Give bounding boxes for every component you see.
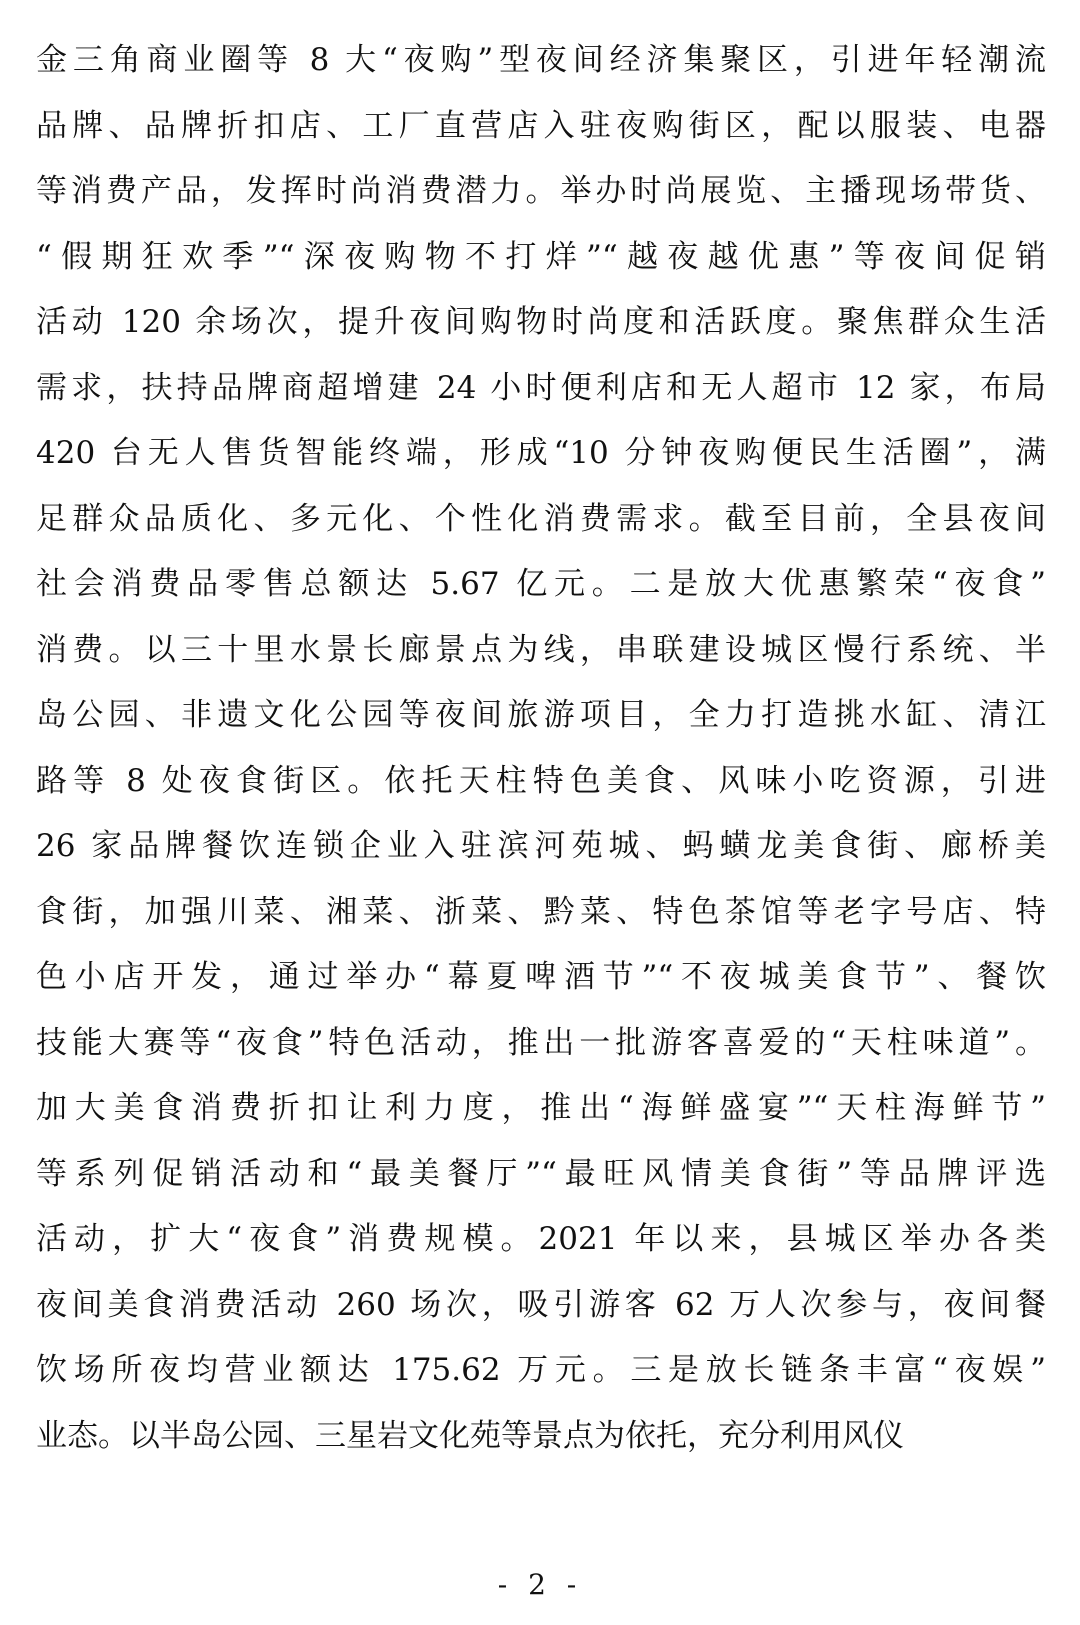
- text-line: 需求，扶持品牌商超增建 24 小时便利店和无人超市 12 家，布局: [36, 369, 1046, 406]
- text-line: 等系列促销活动和“最美餐厅”“最旺风情美食街”等品牌评选: [36, 1155, 1046, 1192]
- text-line: 420 台无人售货智能终端，形成“10 分钟夜购便民生活圈”，满: [36, 435, 1046, 471]
- text-line: 加大美食消费折扣让利力度，推出“海鲜盛宴”“天柱海鲜节”: [36, 1090, 1046, 1126]
- text-line: 路等 8 处夜食街区。依托天柱特色美食、风味小吃资源，引进: [36, 762, 1046, 799]
- text-line: 足群众品质化、多元化、个性化消费需求。截至目前，全县夜间: [36, 500, 1046, 537]
- text-line: 业态。以半岛公园、三星岩文化苑等景点为依托，充分利用风仪: [36, 1417, 904, 1454]
- body-text: [36, 28, 1046, 1469]
- text-line: 品牌、品牌折扣店、工厂直营店入驻夜购街区，配以服装、电器: [36, 107, 1046, 144]
- text-line: 色小店开发，通过举办“幕夏啤酒节”“不夜城美食节”、餐饮: [36, 959, 1046, 995]
- text-line: 活动 120 余场次，提升夜间购物时尚度和活跃度。聚焦群众生活: [36, 304, 1046, 340]
- text-line: 技能大赛等“夜食”特色活动，推出一批游客喜爱的“天柱味道”。: [36, 1024, 1046, 1061]
- text-line: 金三角商业圈等 8 大“夜购”型夜间经济集聚区，引进年轻潮流: [36, 42, 1046, 78]
- text-line: 等消费产品，发挥时尚消费潜力。举办时尚展览、主播现场带货、: [36, 173, 1046, 209]
- text-line: 饮场所夜均营业额达 175.62 万元。三是放长链条丰富“夜娱”: [36, 1352, 1046, 1388]
- text-line: 岛公园、非遗文化公园等夜间旅游项目，全力打造挑水缸、清江: [36, 697, 1046, 733]
- text-line: 活动，扩大“夜食”消费规模。2021 年以来，县城区举办各类: [36, 1221, 1046, 1257]
- text-line: 社会消费品零售总额达 5.67 亿元。二是放大优惠繁荣“夜食”: [36, 566, 1046, 602]
- text-line: 26 家品牌餐饮连锁企业入驻滨河苑城、蚂蟥龙美食街、廊桥美: [36, 828, 1046, 864]
- text-line: “假期狂欢季”“深夜购物不打烊”“越夜越优惠”等夜间促销: [36, 238, 1046, 275]
- text-line: 食街，加强川菜、湘菜、浙菜、黔菜、特色茶馆等老字号店、特: [36, 893, 1046, 930]
- text-line: 消费。以三十里水景长廊景点为线，串联建设城区慢行系统、半: [36, 631, 1046, 668]
- page-number: - 2 -: [497, 1568, 583, 1601]
- text-line: 夜间美食消费活动 260 场次，吸引游客 62 万人次参与，夜间餐: [36, 1286, 1046, 1323]
